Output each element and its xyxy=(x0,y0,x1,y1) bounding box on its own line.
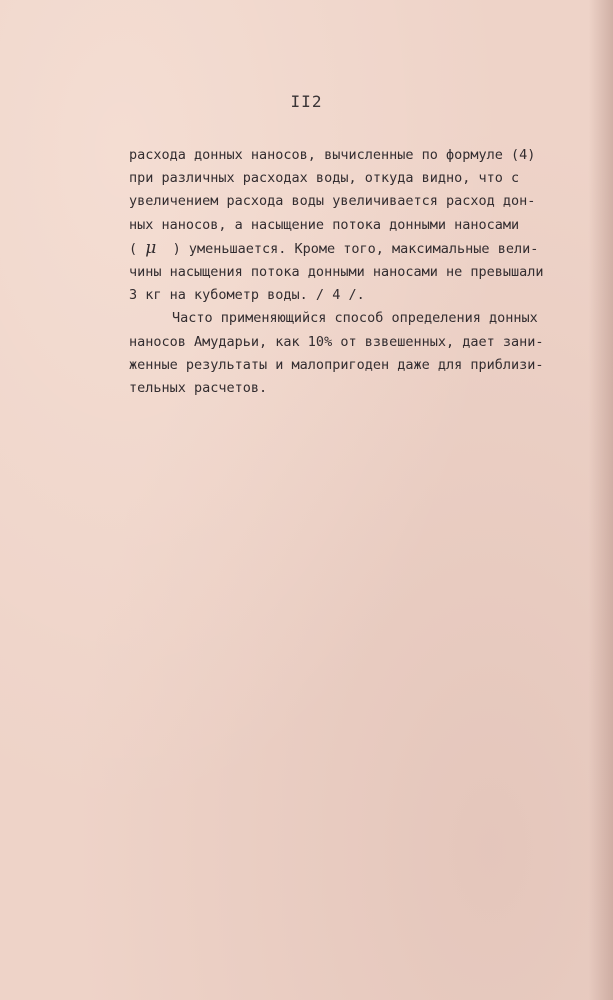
text-line: женные результаты и малопригоден даже для приблизи- xyxy=(129,356,544,373)
mu-symbol: μ xyxy=(145,237,157,258)
text-line: при различных расходах воды, откуда видно, что с xyxy=(129,170,520,187)
text-line: наносов Амударьи, как 10% от взвешенных, дает зани- xyxy=(129,333,544,350)
text-line: чины насыщения потока донными наносами не превышали xyxy=(129,264,544,281)
text-line-rest: ) уменьшается. Кроме того, максимальные вели- xyxy=(156,240,539,257)
text-line: тельных расчетов. xyxy=(129,380,268,397)
text-line: расхода донных наносов, вычисленные по формуле (4) xyxy=(129,147,536,163)
text-line: ных наносов, а насыщение потока донными наносами xyxy=(129,216,520,233)
page-number: II2 xyxy=(290,92,323,111)
text-line xyxy=(129,237,589,261)
paren-open: ( xyxy=(129,240,146,257)
body-text xyxy=(129,144,589,400)
text-line: Часто применяющийся способ определения донных xyxy=(172,310,538,327)
text-line: 3 кг на кубометр воды. / 4 /. xyxy=(129,287,365,304)
text-line: увеличением расхода воды увеличивается расход дон- xyxy=(129,193,536,210)
